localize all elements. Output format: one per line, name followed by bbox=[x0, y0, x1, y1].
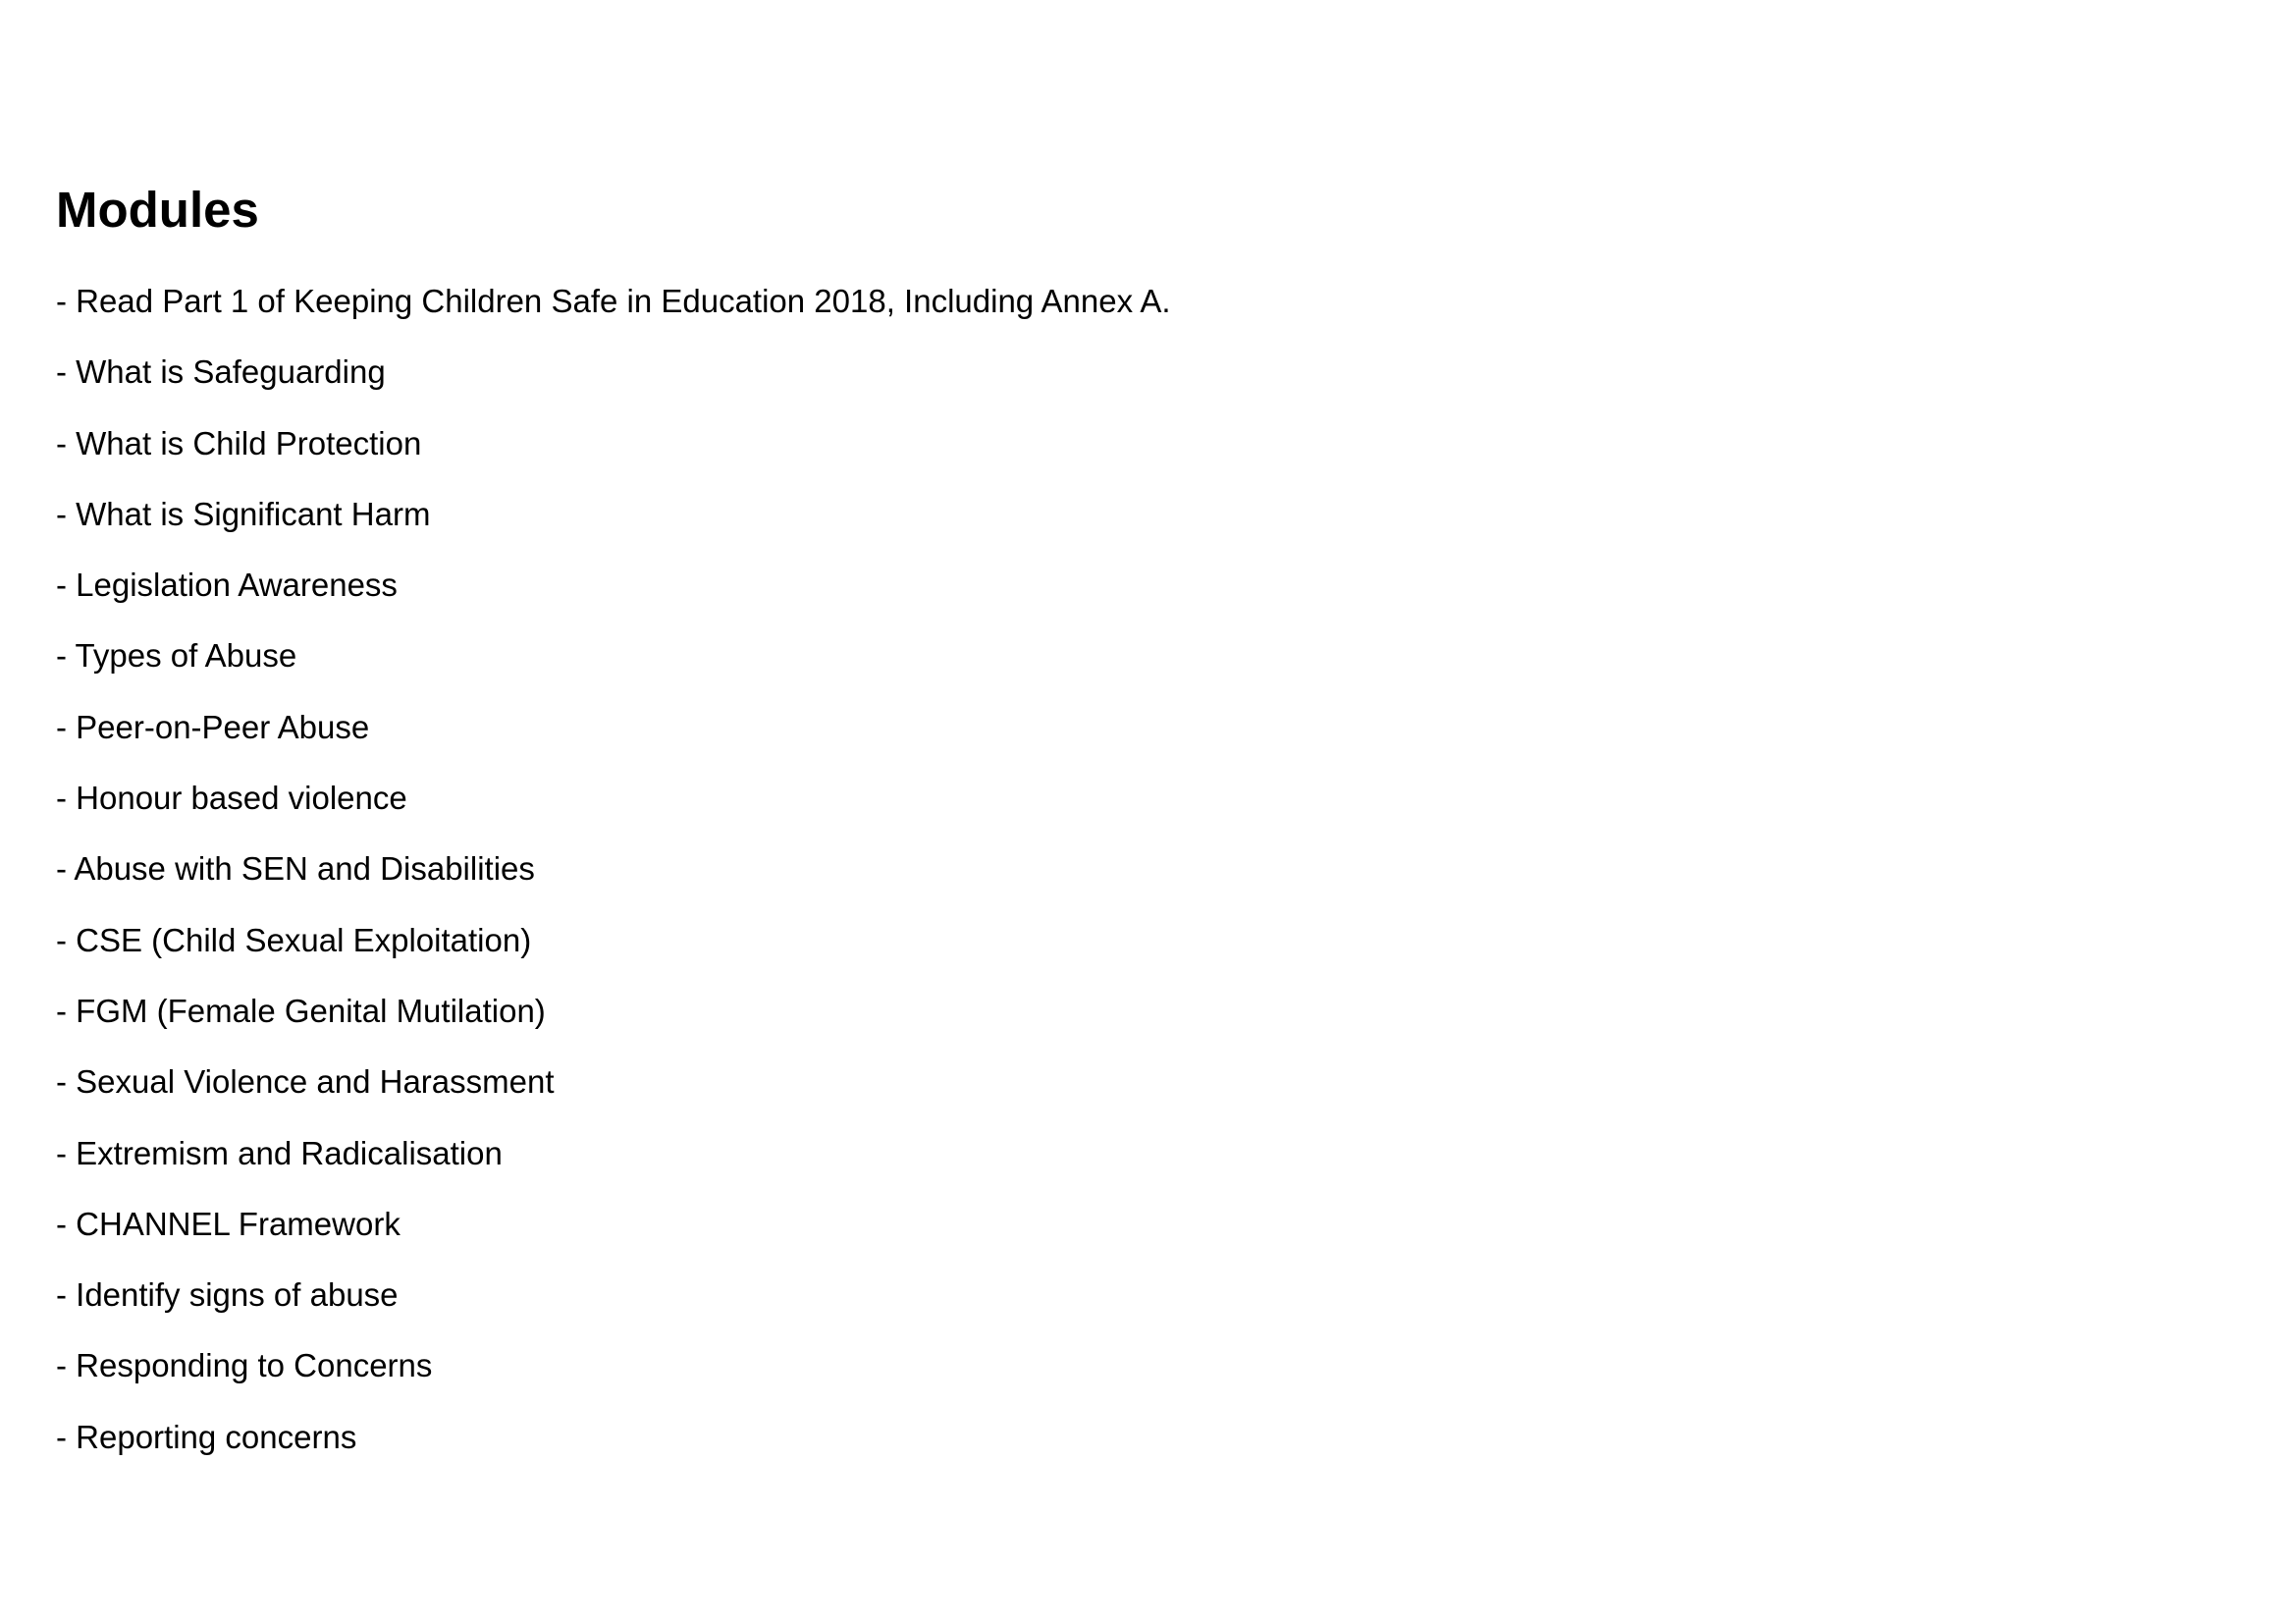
page-title: Modules bbox=[56, 182, 259, 238]
list-item: - Identify signs of abuse bbox=[56, 1276, 399, 1314]
list-item: - Extremism and Radicalisation bbox=[56, 1134, 503, 1171]
list-item: - CSE (Child Sexual Exploitation) bbox=[56, 921, 532, 958]
list-item: - What is Safeguarding bbox=[56, 353, 386, 391]
list-item: - Read Part 1 of Keeping Children Safe in Education 2018, Including Annex A. bbox=[56, 283, 1171, 319]
list-item: - Types of Abuse bbox=[56, 637, 297, 675]
list-item: - Responding to Concerns bbox=[56, 1347, 433, 1384]
list-item: - Reporting concerns bbox=[56, 1418, 357, 1455]
list-item: - What is Significant Harm bbox=[56, 495, 431, 532]
list-item: - What is Child Protection bbox=[56, 424, 422, 461]
list-item: - Sexual Violence and Harassment bbox=[56, 1063, 555, 1101]
list-item: - Abuse with SEN and Disabilities bbox=[56, 850, 535, 888]
list-item: - Legislation Awareness bbox=[56, 567, 398, 604]
list-item: - Honour based violence bbox=[56, 780, 407, 817]
list-item: - CHANNEL Framework bbox=[56, 1205, 400, 1242]
list-item: - Peer-on-Peer Abuse bbox=[56, 708, 370, 745]
modules-list bbox=[56, 285, 1171, 1491]
list-item: - FGM (Female Genital Mutilation) bbox=[56, 992, 546, 1029]
